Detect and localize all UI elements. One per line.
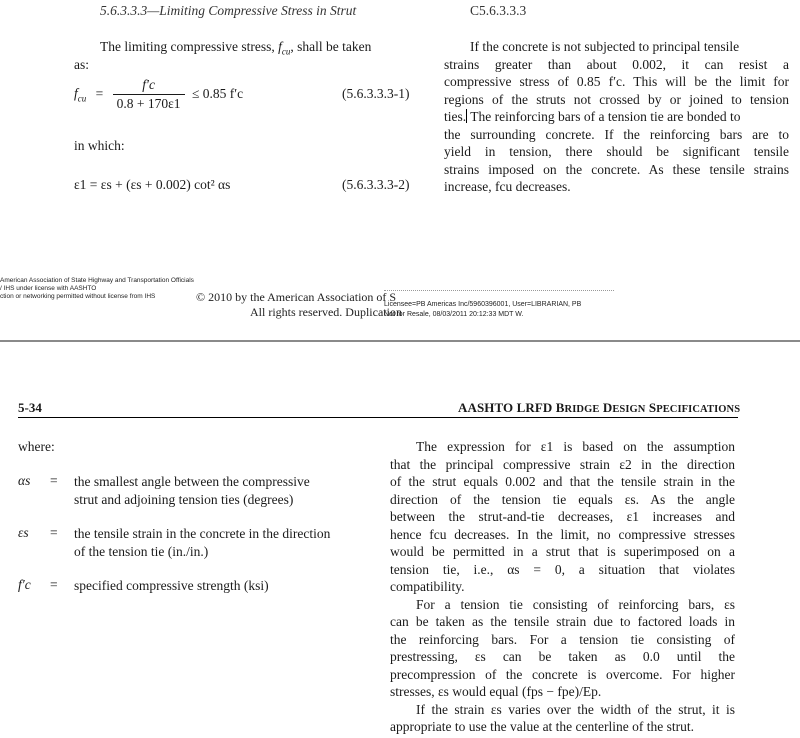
equation-2-number: (5.6.3.3.3-2) [342,177,410,192]
page-break-divider [0,340,800,342]
equation-1: $f_{cu}$ = $\frac{f'c}{0.8 + 170\varepsilon 1}$ ≤ 0.85 f′c [74,77,244,111]
def-sym-alpha-s: αs [18,473,31,488]
footer-left-line-3: ction or networking permitted without license from IHS [0,293,156,300]
intro-line-1: The limiting compressive stress, $f_{cu}$, shall be taken [100,39,372,57]
bottom-commentary: The expression for ε1 is based on the assumption that the principal compressive strain ε2 in the direction of the strut equals 0.002 and that the tensile strain in the direction of the tension tie equals εs. As the angle between the strut-and-tie decreases, ε1 increases and hence fcu decreases. In the limit, no compressive stresses would be permitted in a strut that is superimposed on a tension tie, i.e., αs = 0, a situation that violates compatibility. For a tension tie consisting of reinforcing bars, εs can be taken as the tensile strain due to factored loads in the reinforcing bars. For a tension tie consisting of prestressing, εs can be taken as 0.0 until the precompression of the concrete is overcome. For higher stresses, εs would equal (fps − fpe)/Ep. If the strain εs varies over the width of the strut, it is appropriate to use the value at the centerline of the strut. [390,439,735,734]
def-text-1: the smallest angle between the compressive strut and adjoining tension ties (degrees) [74,474,310,507]
def-text-2: the tensile strain in the concrete in the direction of the tension tie (in./in.) [74,526,331,559]
equation-1-number: (5.6.3.3.3-1) [342,86,410,101]
running-head: AASHTO LRFD BRIDGE DESIGN SPECIFICATIONS [458,400,741,415]
footer-copyright-line-1: © 2010 by the American Association of S [196,290,397,304]
footer-left-line-1: American Association of State Highway and Transportation Officials [0,277,194,284]
article-heading: 5.6.3.3.3—Limiting Compressive Stress in Strut [100,3,357,18]
def-sym-fc: f′c [18,577,31,592]
text-cursor [466,109,467,123]
eq1-fraction: $\frac{f'c}{0.8 + 170\varepsilon 1}$ [113,77,185,112]
def-text-3: specified compressive strength (ksi) [74,578,269,593]
def-eq-2: = [50,525,58,540]
footer-right-line-1: Licensee=PB Americas Inc/5960396001, User=LIBRARIAN, PB [384,301,582,308]
intro-line-2: as: [74,57,89,72]
in-which-label: in which: [74,138,125,153]
commentary-heading: C5.6.3.3.3 [470,3,527,18]
top-commentary: If the concrete is not subjected to principal tensile strains greater than about 0.002, it can resist a compressive stress of 0.85 f′c. This will be the limit for regions of the struts not crossed by or joined to tension ties. The reinforcing bars of a tension tie are bonded to the surrounding concrete. If the reinforcing bars are to yield in tension, there should be significant tensile strains imposed on the concrete. As these tensile strains increase, fcu decreases. [444,39,789,194]
page-number: 5-34 [18,400,42,415]
def-eq-1: = [50,473,58,488]
footer-left-line-2: / IHS under license with AASHTO [0,285,97,292]
def-sym-epsilon-s: εs [18,525,29,540]
header-rule [18,417,738,418]
def-eq-3: = [50,577,58,592]
equation-2: ε1 = εs + (εs + 0.002) cot² αs [74,177,231,192]
where-label: where: [18,439,55,454]
footer-dotted-rule [384,290,614,291]
footer-copyright-line-2: All rights reserved. Duplication [250,305,402,319]
footer-right-line-2: Not for Resale, 08/03/2011 20:12:33 MDT W. [384,311,524,318]
